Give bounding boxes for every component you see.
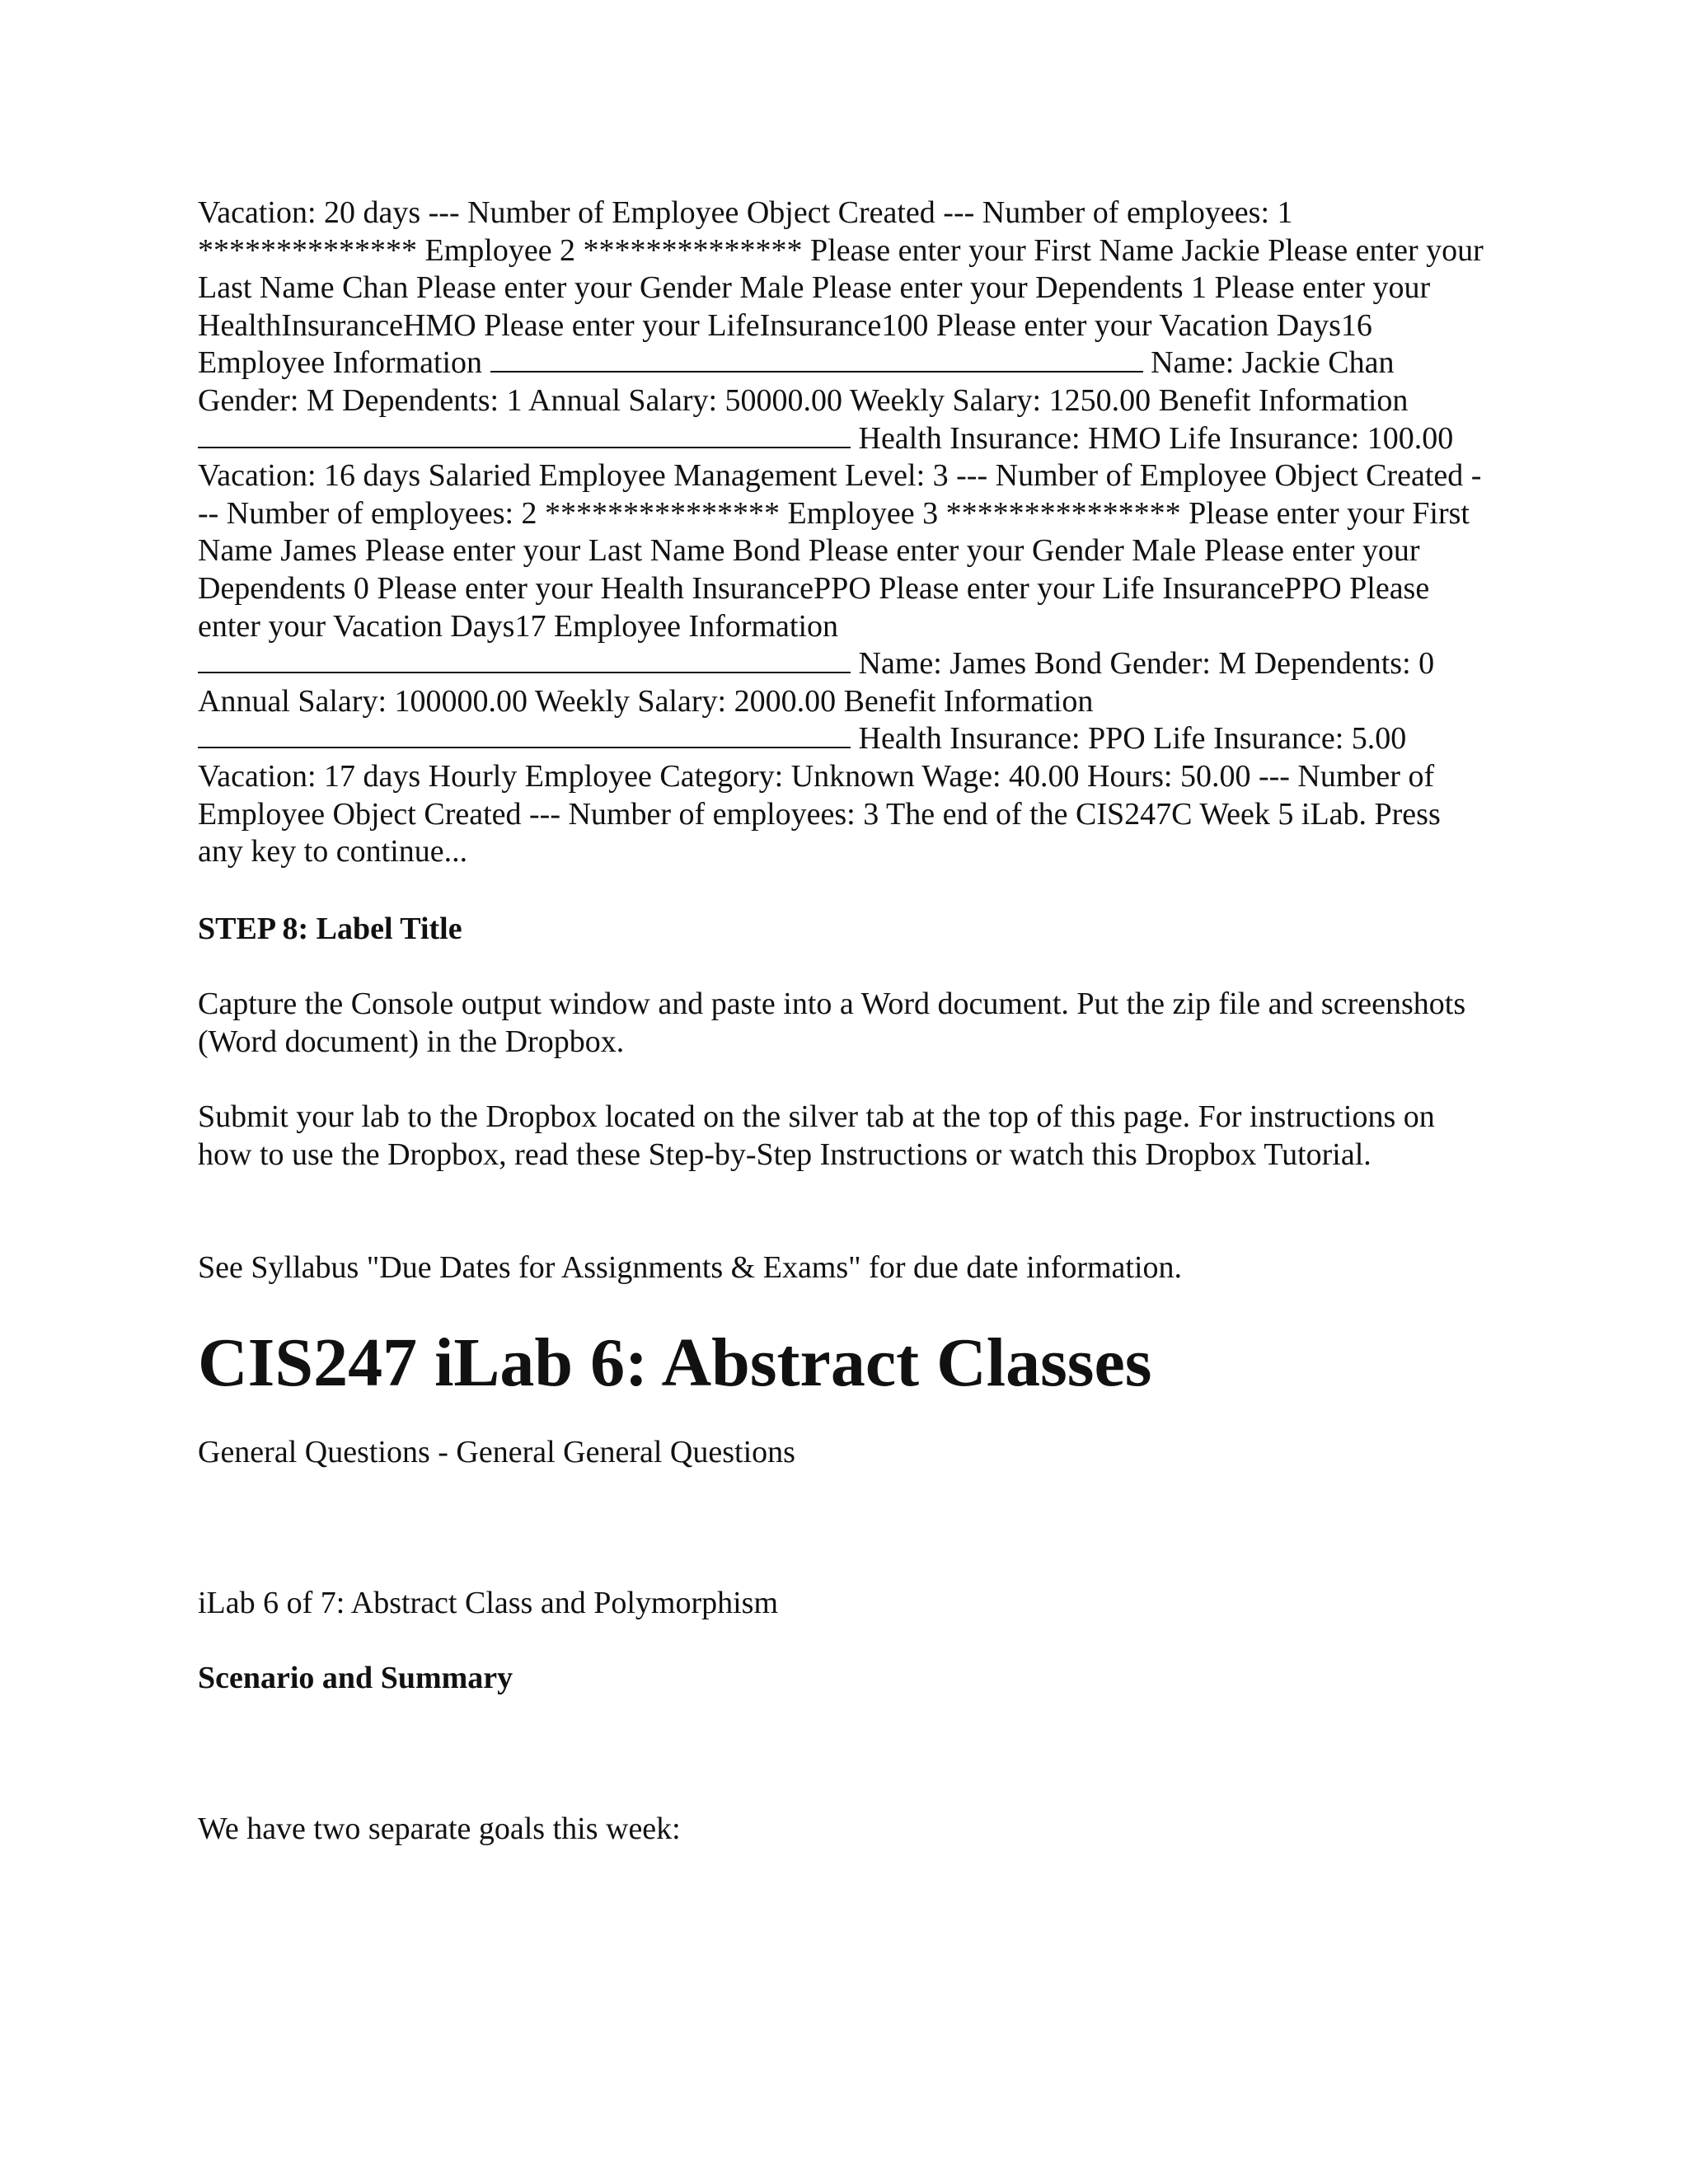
capture-paragraph: Capture the Console output window and paste into a Word document. Put the zip file and screenshots (Word document) in the Dropbox. [198,987,1466,1059]
console-output-paragraph [198,194,1492,871]
submit-paragraph: Submit your lab to the Dropbox located on the silver tab at the top of this page. For instructions on how to use the Dropbox, read these Step-by-Step Instructions or watch this Dropbox Tutorial. [198,1099,1435,1172]
syllabus-paragraph: See Syllabus "Due Dates for Assignments & Exams" for due date information. [198,1250,1183,1285]
page-title: CIS247 iLab 6: Abstract Classes [198,1324,1152,1401]
scenario-heading: Scenario and Summary [198,1661,513,1695]
console-output-seg1: Vacation: 20 days --- Number of Employee Object Created --- Number of employees: 1 ************** Employee 2 ************** Please enter your First Name Jackie Please enter your Last Name Chan Please enter your Gender Male Please enter your Dependents 1 Please enter your HealthInsuranceHMO Please enter your LifeInsurance100 Please enter your Vacation Days16 Employee Information [198,195,1484,381]
step8-heading: STEP 8: Label Title [198,912,462,946]
general-questions-line: General Questions - General General Questions [198,1435,795,1469]
underline-blank [198,671,851,673]
ilab-line: iLab 6 of 7: Abstract Class and Polymorphism [198,1586,779,1620]
console-output-seg3: Health Insurance: HMO Life Insurance: 100.00 Vacation: 16 days Salaried Employee Management Level: 3 --- Number of Employee Object Created --- Number of employees: 2 *************** Employee 3 *************** Please enter your First Name James Please enter your Last Name Bond Please enter your Gender Male Please enter your Dependents 0 Please enter your Health InsurancePPO Please enter your Life InsurancePPO Please enter your Vacation Days17 Employee Information [198,420,1482,644]
underline-blank [490,370,1143,373]
underline-blank [198,746,851,748]
console-output-text [198,194,1492,871]
console-output-seg4: Name: James Bond Gender: M Dependents: 0 Annual Salary: 100000.00 Weekly Salary: 2000.00 Benefit Information [198,646,1435,719]
goals-line: We have two separate goals this week: [198,1811,681,1846]
console-output-seg5: Health Insurance: PPO Life Insurance: 5.00 Vacation: 17 days Hourly Employee Category: Unknown Wage: 40.00 Hours: 50.00 --- Number of Employee Object Created --- Number of employees: 3 The end of the CIS247C Week 5 iLab. Press any key to continue... [198,721,1441,869]
underline-blank [198,446,851,448]
console-output-seg2: Name: Jackie Chan Gender: M Dependents: 1 Annual Salary: 50000.00 Weekly Salary: 1250.00 Benefit Information [198,345,1409,418]
